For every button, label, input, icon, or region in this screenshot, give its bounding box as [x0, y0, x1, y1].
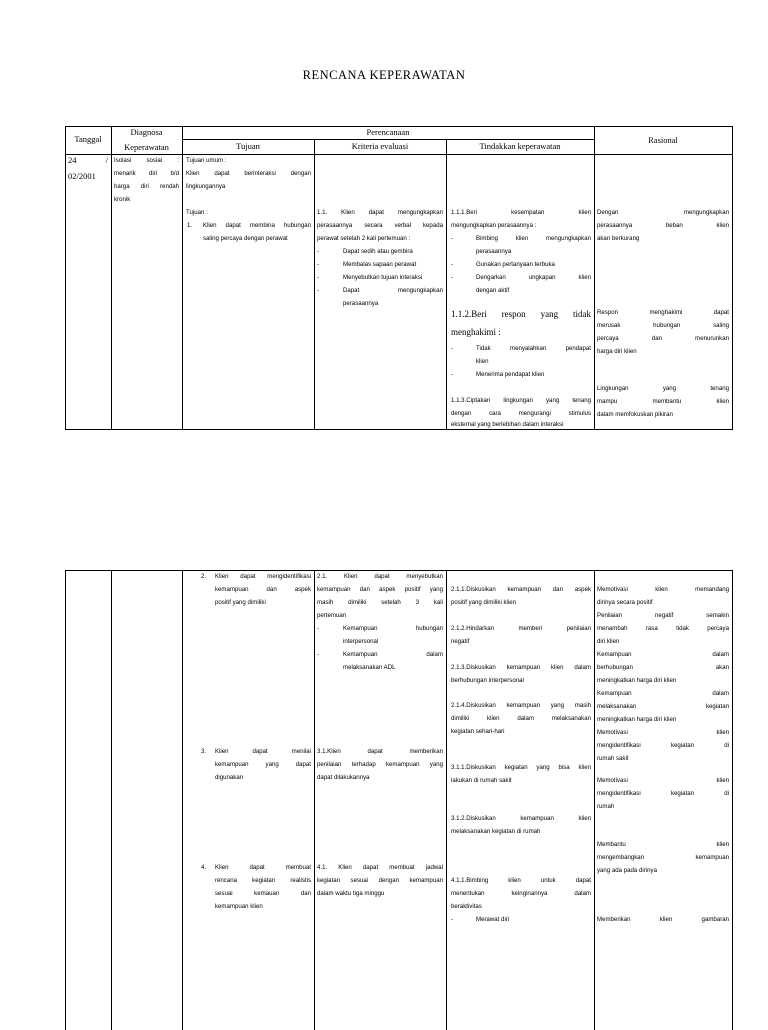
bullet-dash: -	[451, 274, 454, 281]
rasional-text: yang ada pada dirinya	[597, 867, 657, 874]
tanggal-line1: 24 /	[68, 155, 108, 165]
kriteria-text: dapat dilakukannya	[317, 774, 370, 781]
rasional-text: Membantu klien	[597, 841, 729, 848]
tindakan-text: 1.1.2.Beri respon yang tidak	[451, 309, 591, 319]
kriteria-text: 2.1. Klien dapat menyebutkan	[317, 573, 443, 580]
kriteria-item: Kemampuan dalam	[343, 651, 443, 658]
tindakan-text: 1.1.1.Beri kesempatan klien	[451, 209, 591, 216]
header-kriteria: Kriteria evaluasi	[351, 141, 409, 151]
rasional-text: Memotivasi klien	[597, 729, 729, 736]
tanggal-line2: 02/2001	[68, 171, 96, 181]
kriteria-text: 4.1. Klien dapat membuat jadwal	[317, 864, 443, 871]
tindakan-text: berhubungan interpersonal	[451, 677, 524, 684]
tujuan-text: Klien dapat membuat	[215, 864, 311, 871]
tujuan-text: Klien dapat mengidentifikasi	[215, 573, 311, 580]
tindakan-text: dengan cara mengurangi stimulus	[451, 410, 591, 417]
tindakan-text: positif yang dimiliki klien	[451, 599, 517, 606]
rasional-text: menambah rasa tidak percaya	[597, 625, 729, 632]
rasional-text: percaya dan menurunkan	[597, 335, 729, 342]
tujuan-text: rencana kegiatan realistis	[215, 877, 311, 884]
tindakan-item: Dengarkan ungkapan klien	[476, 274, 591, 281]
tujuan-text: Klien dapat menilai	[215, 748, 311, 755]
header-perencanaan: Perencanaan	[366, 127, 410, 137]
header-tujuan: Tujuan	[236, 141, 260, 151]
tindakan-item: Bimbing klien mengungkapkan	[476, 235, 591, 242]
bullet-dash: -	[317, 625, 320, 632]
tindakan-text: mengungkapkan perasaannya :	[451, 222, 537, 229]
tindakan-text: 2.1.2.Hindarkan memberi penilaian	[451, 625, 591, 632]
rasional-text: mengembangkan kemampuan	[597, 854, 729, 861]
tindakan-item: klien	[476, 358, 489, 365]
kriteria-item: Dapat sedih atau gembira	[343, 248, 413, 255]
tujuan-umum-label: Tujuan umum :	[186, 157, 227, 164]
kriteria-text: kegiatan sesuai dengan kemampuan	[317, 877, 443, 884]
kriteria-item: Dapat mengungkapkan	[343, 287, 443, 294]
tindakan-text: 1.1.3.Ciptakan lingkungan yang tenang	[451, 397, 591, 404]
tindakan-text: menentukan keinginannya dalam	[451, 890, 591, 897]
tujuan-text: kemampuan klien	[215, 903, 263, 910]
tujuan-umum-text: lingkungannya	[186, 183, 226, 190]
rasional-text: Kemampuan dalam	[597, 651, 729, 658]
tindakan-item: Gunakan pertanyaan terbuka	[476, 261, 555, 268]
bullet-dash: -	[451, 371, 454, 378]
diagnosa-line: menarik diri b/d	[114, 170, 179, 177]
tujuan-text: kemampuan yang dapat	[215, 761, 311, 768]
kriteria-text: perasaannya secara verbal kepada	[317, 222, 443, 229]
rasional-text: Respon menghakimi dapat	[597, 309, 729, 316]
tindakan-item: dengan aktif	[476, 287, 510, 294]
rasional-text: melaksanakan kegiatan	[597, 703, 729, 710]
tindakan-item: Merawat diri	[476, 916, 510, 923]
tindakan-text: dimiliki klien dalam melaksanakan	[451, 715, 591, 722]
tindakan-text: 3.1.2.Diskusikan kemampuan klien	[451, 815, 591, 822]
rasional-text: Penilaian negatif semakin	[597, 612, 729, 619]
rasional-text: Dengan mengungkapkan	[597, 209, 729, 216]
rasional-text: berhubungan akan	[597, 664, 729, 671]
tujuan-number: 2.	[201, 573, 207, 580]
diagnosa-line: harga diri rendah	[114, 183, 179, 190]
kriteria-text: perawat setelah 2 kali pertemuan :	[317, 235, 411, 242]
page-title: RENCANA KEPERAWATAN	[302, 68, 466, 82]
tindakan-text: menghakimi :	[451, 327, 501, 337]
tujuan-number: 4.	[201, 864, 207, 871]
kriteria-item: interpersonal	[343, 638, 379, 645]
header-tanggal: Tanggal	[74, 134, 102, 144]
tujuan-umum-text: Klien dapat berinteraksi dengan	[186, 170, 311, 177]
kriteria-item: Menyebutkan tujuan interaksi	[343, 274, 423, 281]
tindakan-text: melaksanakan kegiatan di rumah	[451, 828, 541, 835]
diagnosa-line: Isolasi sosial :	[114, 157, 179, 164]
rasional-text: meningkatkan harga diri klien	[597, 716, 677, 723]
bullet-dash: -	[317, 287, 320, 294]
tindakan-item: perasaannya	[476, 248, 512, 255]
tujuan-text: sesuai kemauan dan	[215, 890, 311, 897]
kriteria-item: Membalas sapaan perawat	[343, 261, 417, 268]
rasional-text: Memberikan klien gambaran	[597, 916, 729, 923]
kriteria-text: penilaian terhadap kemampuan yang	[317, 761, 443, 768]
tujuan-text: Klien dapat membina hubungan	[203, 222, 311, 229]
tindakan-item: Tidak menyalahkan pendapat	[476, 345, 591, 352]
diagnosa-line: kronik	[114, 196, 131, 203]
rasional-text: akan berkurang	[597, 235, 640, 242]
kriteria-text: pertemuan	[317, 612, 347, 619]
bullet-dash: -	[451, 345, 454, 352]
rasional-text: Kemampuan dalam	[597, 690, 729, 697]
rasional-text: harga diri klien	[597, 348, 637, 355]
rasional-text: dirinya secara positif	[597, 599, 653, 606]
tujuan-number: 1.	[187, 222, 193, 229]
kriteria-text: masih dimiliki setelah 3 kali	[317, 599, 443, 606]
bullet-dash: -	[451, 261, 454, 268]
bullet-dash: -	[451, 916, 454, 923]
rasional-text: perasaannya beban klien	[597, 222, 729, 229]
kriteria-text: 1.1. Klien dapat mengungkapkan	[317, 209, 443, 216]
kriteria-text: dalam waktu tiga minggu	[317, 890, 385, 897]
tindakan-text: 2.1.1.Diskusikan kemampuan dan aspek	[451, 586, 591, 593]
rasional-text: mengidentifikasi kegiatan di	[597, 790, 729, 797]
kriteria-text: 3.1.Klien dapat memberikan	[317, 748, 443, 755]
tujuan-text: saling percaya dengan perawat	[203, 235, 288, 242]
rasional-text: rumah	[597, 803, 615, 810]
tujuan-text: kemampuan dan aspek	[215, 586, 311, 593]
bullet-dash: -	[451, 235, 454, 242]
bullet-dash: -	[317, 261, 320, 268]
tindakan-text: kegiatan sehari-hari	[451, 728, 505, 735]
bullet-dash: -	[317, 274, 320, 281]
tujuan-text: digunakan	[215, 774, 244, 781]
header-diagnosa-line2: Keperawatan	[124, 142, 169, 152]
rasional-text: mampu membantu klien	[597, 398, 729, 405]
kriteria-item: perasaannya	[343, 300, 379, 307]
tujuan-label: Tujuan :	[186, 209, 208, 216]
rasional-text: Lingkungan yang tenang	[597, 385, 729, 392]
header-diagnosa-line1: Diagnosa	[130, 127, 163, 137]
rasional-text: Memotivasi klien memandang	[597, 586, 729, 593]
tindakan-item: Menerima pendapat klien	[476, 371, 545, 378]
tindakan-text: 2.1.3.Diskusikan kemampuan klien dalam	[451, 664, 591, 671]
rasional-text: diri klien	[597, 638, 620, 645]
bullet-dash: -	[317, 248, 320, 255]
rasional-text: mengidentifikasi kegiatan di	[597, 742, 729, 749]
header-tindakan: Tindakkan keperawatan	[479, 141, 561, 151]
rasional-text: rumah sakit	[597, 755, 629, 762]
tindakan-text: 4.1.1.Bimbing klien untuk dapat	[451, 877, 591, 884]
tindakan-text: negatif	[451, 638, 470, 645]
bullet-dash: -	[317, 651, 320, 658]
kriteria-item: Kemampuan hubungan	[343, 625, 443, 632]
rasional-text: merusak hubungan saling	[597, 322, 729, 329]
tindakan-text: beraktivitas	[451, 903, 482, 910]
tujuan-text: positif yang dimiliki	[215, 599, 266, 606]
tindakan-text: lakukan di rumah sakit	[451, 777, 512, 784]
tindakan-text: eksternal yang berlebihan dalam interaksi	[451, 421, 564, 428]
kriteria-item: melaksanakan ADL	[343, 664, 396, 671]
header-rasional: Rasional	[648, 135, 678, 145]
rasional-text: meningkatkan harga diri klien	[597, 677, 677, 684]
kriteria-text: kemampuan dan aspek positif yang	[317, 586, 443, 593]
rasional-text: Memotivasi klien	[597, 777, 729, 784]
tindakan-text: 3.1.1.Diskusikan kegiatan yang bisa klien	[451, 764, 591, 771]
tindakan-text: 2.1.4.Diskusikan kemampuan yang masih	[451, 702, 591, 709]
rasional-text: dalam memfokuskan pikiran	[597, 411, 673, 418]
tujuan-number: 3.	[201, 748, 207, 755]
